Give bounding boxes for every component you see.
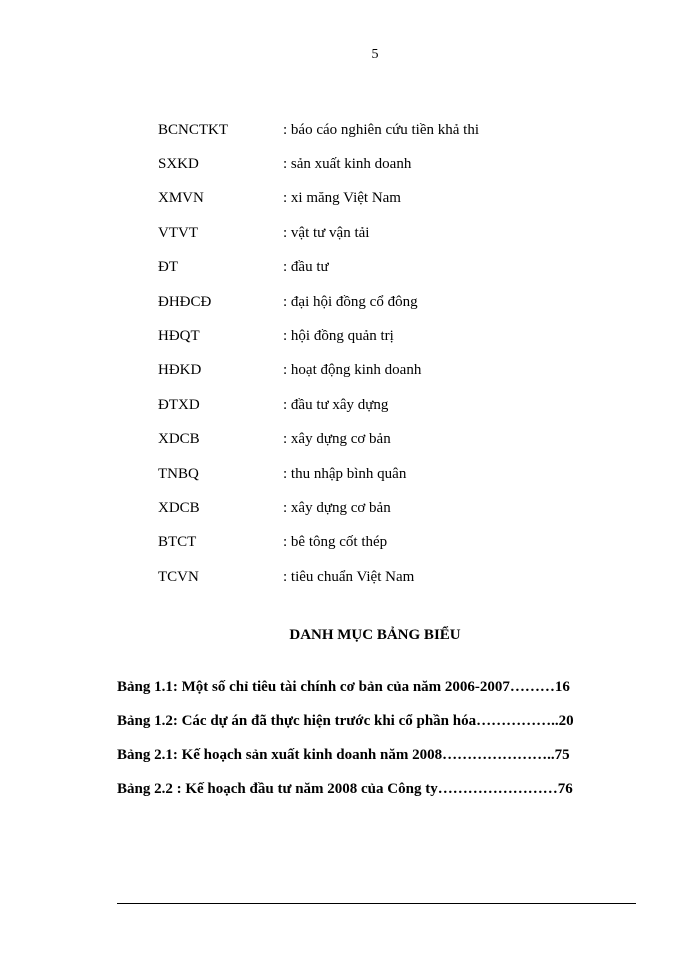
abbreviation-definition: : thu nhập bình quân: [283, 465, 407, 482]
abbreviation-definition: : tiêu chuẩn Việt Nam: [283, 568, 415, 585]
abbreviation-term: VTVT: [158, 224, 198, 241]
abbreviation-row: [158, 285, 578, 319]
tables-list: [117, 670, 627, 806]
abbreviation-row: [158, 251, 578, 285]
abbreviation-definition: : báo cáo nghiên cứu tiền khả thi: [283, 121, 479, 138]
abbreviation-term: XMVN: [158, 190, 204, 207]
table-entry: Bảng 2.2 : Kế hoạch đầu tư năm 2008 của Công ty……………………76: [117, 780, 573, 797]
abbreviation-row: [158, 147, 578, 181]
abbreviation-definition: : đại hội đồng cổ đông: [283, 293, 418, 310]
abbreviation-term: XDCB: [158, 431, 200, 448]
abbreviation-term: SXKD: [158, 156, 199, 173]
abbreviation-term: HĐQT: [158, 328, 200, 345]
tables-list-heading: DANH MỤC BẢNG BIỂU: [289, 627, 461, 643]
abbreviation-row: [158, 354, 578, 388]
abbreviation-definition: : vật tư vận tải: [283, 224, 370, 241]
abbreviation-definition: : hoạt động kinh doanh: [283, 362, 422, 379]
abbreviation-row: [158, 388, 578, 422]
abbreviation-term: ĐTXD: [158, 396, 200, 413]
abbreviation-definition: : xây dựng cơ bản: [283, 499, 391, 516]
abbreviation-definition: : hội đồng quản trị: [283, 328, 394, 345]
abbreviation-term: TNBQ: [158, 465, 199, 482]
abbreviation-definition: : xây dựng cơ bản: [283, 431, 391, 448]
abbreviation-row: [158, 423, 578, 457]
abbreviation-term: HĐKD: [158, 362, 202, 379]
abbreviation-row: [158, 319, 578, 353]
table-entry: Bảng 2.1: Kế hoạch sản xuất kinh doanh năm 2008…………………..75: [117, 746, 570, 763]
abbreviation-definition: : đầu tư xây dựng: [283, 396, 389, 413]
footer-divider: [117, 903, 636, 904]
abbreviation-row: [158, 182, 578, 216]
abbreviation-term: TCVN: [158, 568, 199, 585]
abbreviation-term: BTCT: [158, 534, 197, 551]
abbreviation-row: [158, 560, 578, 594]
abbreviation-term: ĐHĐCĐ: [158, 293, 212, 310]
abbreviation-term: XDCB: [158, 499, 200, 516]
abbreviation-row: [158, 113, 578, 147]
abbreviation-row: [158, 457, 578, 491]
table-entry: Bảng 1.1: Một số chỉ tiêu tài chính cơ bản của năm 2006-2007………16: [117, 678, 570, 695]
abbreviation-definition: : bê tông cốt thép: [283, 534, 388, 551]
abbreviation-term: ĐT: [158, 259, 178, 276]
abbreviation-definition: : xi măng Việt Nam: [283, 190, 401, 207]
abbreviation-list: [158, 113, 578, 594]
abbreviation-definition: : sản xuất kinh doanh: [283, 156, 412, 173]
abbreviation-row: [158, 216, 578, 250]
abbreviation-definition: : đầu tư: [283, 259, 329, 276]
page-number: 5: [371, 47, 379, 62]
table-entry: Bảng 1.2: Các dự án đã thực hiện trước khi cổ phần hóa……………..20: [117, 712, 574, 729]
abbreviation-row: [158, 491, 578, 525]
abbreviation-row: [158, 526, 578, 560]
abbreviation-term: BCNCTKT: [158, 121, 229, 138]
